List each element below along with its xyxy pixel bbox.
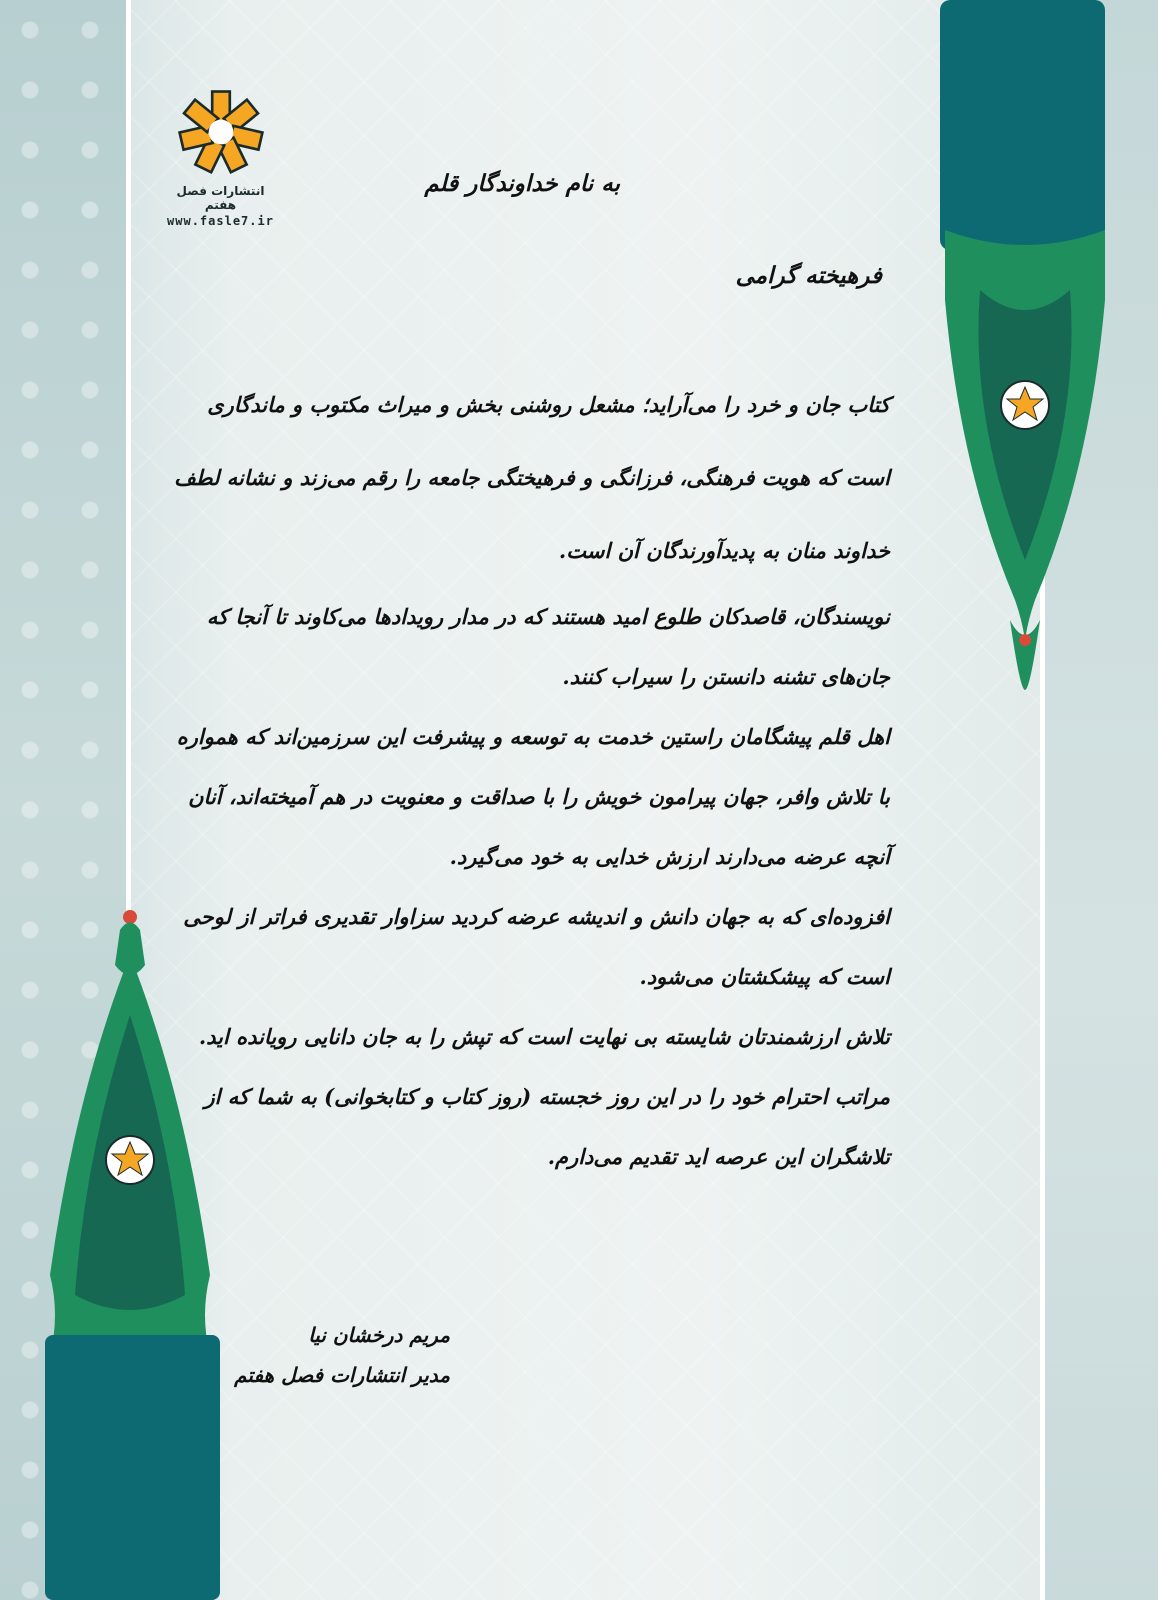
paragraph: مراتب احترام خود را در این روز خجسته (روز کتاب و کتابخوانی) به شما که از تلاشگران این عرصه اید تقدیم می‌دارم.	[204, 1084, 890, 1169]
star-emblem-icon	[177, 88, 265, 176]
letter-salutation: فرهیخته گرامی	[735, 262, 882, 289]
letter-paragraphs	[165, 368, 890, 1187]
star-emblem-icon	[106, 1136, 154, 1184]
signature-title: مدیر انتشارات فصل هفتم	[234, 1363, 450, 1387]
star-emblem-icon	[1001, 381, 1049, 429]
publisher-logo	[163, 88, 278, 228]
paragraph: تلاش ارزشمندتان شایسته بی نهایت است که تپش را به جان دانایی رویانده اید.	[198, 1024, 890, 1049]
pen-nib-icon	[940, 0, 1130, 690]
publisher-name: انتشارات فصل هفتم	[176, 184, 265, 212]
paragraph: کتاب جان و خرد را می‌آراید؛ مشعل روشنی بخش و میراث مکتوب و ماندگاری است که هویت فرهنگی، فرزانگی و فرهیختگی جامعه را رقم می‌زند و نشانه لطف خداوند منان به پدیدآورندگان آن است.	[174, 392, 890, 563]
paragraph: نویسندگان، قاصدکان طلوع امید هستند که در مدار رویدادها می‌کاوند تا آنجا که جان‌های تشنه دانستن را سیراب کنند.	[206, 604, 890, 689]
paragraph: اهل قلم پیشگامان راستین خدمت به توسعه و پیشرفت این سرزمین‌اند که همواره با تلاش وافر، جهان پیرامون خویش را با صداقت و معنویت در هم آمیخته‌اند، آنان آنچه عرضه می‌دارند ارزش خدایی به خود می‌گیرد.	[176, 724, 890, 869]
signature-name: مریم درخشان نیا	[308, 1323, 450, 1347]
letter-heading: به نام خداوندگار قلم	[424, 170, 620, 197]
signature-block	[234, 1315, 450, 1395]
publisher-url: www.fasle7.ir	[167, 214, 274, 228]
paragraph: افزوده‌ای که به جهان دانش و اندیشه عرضه کردید سزاوار تقدیری فراتر از لوحی است که پیشکشتان می‌شود.	[183, 904, 890, 989]
